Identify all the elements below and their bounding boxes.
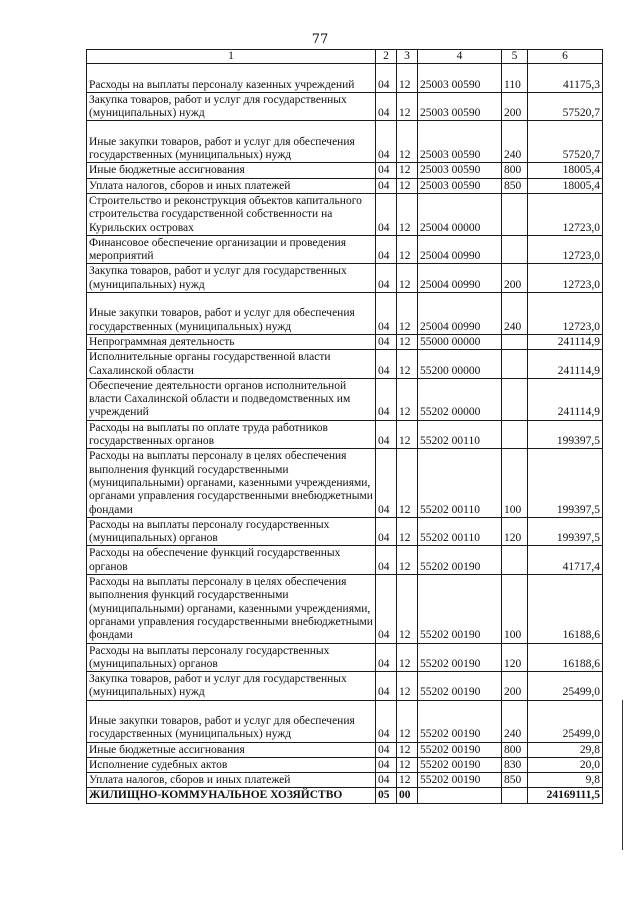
row-section: 04 [376, 64, 397, 93]
table-row [87, 293, 603, 335]
row-subsection: 12 [397, 742, 418, 757]
row-expense-type: 800 [502, 163, 528, 178]
table-body [87, 64, 603, 803]
row-target-article: 25003 00590 [418, 92, 502, 121]
table-row [87, 449, 603, 518]
row-section: 04 [376, 700, 397, 742]
row-subsection: 12 [397, 378, 418, 420]
row-amount: 12723,0 [528, 293, 603, 335]
row-expense-type: 830 [502, 757, 528, 772]
table-row [87, 773, 603, 788]
row-expense-type: 200 [502, 264, 528, 293]
row-name: Расходы на выплаты персоналу в целях обеспечения выполнения функций государственными (муниципальными) органами, казенными учреждениями, органами управления государственными внебюджетными фондами [87, 449, 376, 518]
row-name: Обеспечение деятельности органов исполнительной власти Сахалинской области и подведомственных им учреждений [87, 378, 376, 420]
header-row [87, 50, 603, 64]
table-row [87, 350, 603, 379]
row-amount: 16188,6 [528, 643, 603, 672]
row-target-article: 55202 00190 [418, 700, 502, 742]
row-amount: 12723,0 [528, 235, 603, 264]
row-section: 04 [376, 264, 397, 293]
table-row [87, 546, 603, 575]
row-expense-type: 850 [502, 773, 528, 788]
row-expense-type: 100 [502, 449, 528, 518]
row-section: 04 [376, 742, 397, 757]
header-col-amount: 6 [528, 50, 603, 64]
row-section: 04 [376, 350, 397, 379]
row-section: 04 [376, 449, 397, 518]
row-subsection: 12 [397, 449, 418, 518]
row-name: Закупка товаров, работ и услуг для государственных (муниципальных) нужд [87, 264, 376, 293]
row-target-article: 55202 00000 [418, 378, 502, 420]
row-section: 04 [376, 757, 397, 772]
row-expense-type [502, 420, 528, 449]
row-name: Финансовое обеспечение организации и проведения мероприятий [87, 235, 376, 264]
row-subsection: 12 [397, 293, 418, 335]
table-row [87, 235, 603, 264]
table-row [87, 672, 603, 701]
row-subsection: 12 [397, 517, 418, 546]
row-expense-type: 200 [502, 92, 528, 121]
table-row [87, 264, 603, 293]
row-subsection: 12 [397, 643, 418, 672]
row-section: 04 [376, 517, 397, 546]
row-name: Расходы на обеспечение функций государственных органов [87, 546, 376, 575]
row-expense-type [502, 235, 528, 264]
row-amount: 29,8 [528, 742, 603, 757]
header-col-section: 2 [376, 50, 397, 64]
table-row [87, 121, 603, 163]
row-expense-type: 850 [502, 178, 528, 193]
row-expense-type: 240 [502, 293, 528, 335]
row-expense-type [502, 193, 528, 235]
table-row [87, 193, 603, 235]
row-amount: 199397,5 [528, 420, 603, 449]
row-amount: 241114,9 [528, 350, 603, 379]
row-expense-type [502, 788, 528, 803]
row-subsection: 12 [397, 546, 418, 575]
row-amount: 25499,0 [528, 672, 603, 701]
page-number: 77 [311, 32, 329, 47]
row-target-article: 25003 00590 [418, 163, 502, 178]
row-name: Закупка товаров, работ и услуг для государственных (муниципальных) нужд [87, 92, 376, 121]
row-section: 05 [376, 788, 397, 803]
row-amount: 12723,0 [528, 264, 603, 293]
row-name: Строительство и реконструкция объектов капитального строительства государственной собственности на Курильских островах [87, 193, 376, 235]
table-row [87, 643, 603, 672]
row-name: Закупка товаров, работ и услуг для государственных (муниципальных) нужд [87, 672, 376, 701]
row-section: 04 [376, 92, 397, 121]
row-target-article: 55202 00190 [418, 742, 502, 757]
row-target-article: 25003 00590 [418, 178, 502, 193]
row-section: 04 [376, 163, 397, 178]
row-name: Иные бюджетные ассигнования [87, 163, 376, 178]
row-name: Расходы на выплаты персоналу в целях обеспечения выполнения функций государственными (муниципальными) органами, казенными учреждениями, органами управления государственными внебюджетными фондами [87, 575, 376, 644]
row-section: 04 [376, 334, 397, 349]
row-amount: 18005,4 [528, 163, 603, 178]
row-amount: 9,8 [528, 773, 603, 788]
row-target-article: 55202 00190 [418, 773, 502, 788]
row-target-article: 55000 00000 [418, 334, 502, 349]
row-target-article: 55202 00190 [418, 757, 502, 772]
row-subsection: 12 [397, 121, 418, 163]
row-subsection: 12 [397, 163, 418, 178]
table-row [87, 742, 603, 757]
row-expense-type: 240 [502, 700, 528, 742]
row-subsection: 12 [397, 700, 418, 742]
row-expense-type: 100 [502, 575, 528, 644]
row-name: Уплата налогов, сборов и иных платежей [87, 773, 376, 788]
row-amount: 20,0 [528, 757, 603, 772]
row-subsection: 12 [397, 235, 418, 264]
table-row [87, 178, 603, 193]
row-subsection: 12 [397, 757, 418, 772]
row-target-article: 55202 00110 [418, 420, 502, 449]
row-name: ЖИЛИЩНО-КОММУНАЛЬНОЕ ХОЗЯЙСТВО [87, 788, 376, 803]
row-expense-type: 240 [502, 121, 528, 163]
row-name: Исполнение судебных актов [87, 757, 376, 772]
row-target-article: 25004 00990 [418, 264, 502, 293]
row-subsection: 12 [397, 420, 418, 449]
row-section: 04 [376, 420, 397, 449]
row-expense-type: 120 [502, 517, 528, 546]
row-expense-type: 200 [502, 672, 528, 701]
row-name: Уплата налогов, сборов и иных платежей [87, 178, 376, 193]
row-target-article: 55202 00190 [418, 643, 502, 672]
header-col-expense-type: 5 [502, 50, 528, 64]
row-subsection: 12 [397, 575, 418, 644]
budget-table [86, 49, 603, 804]
row-target-article: 25003 00590 [418, 121, 502, 163]
row-section: 04 [376, 643, 397, 672]
row-subsection: 12 [397, 350, 418, 379]
table-row [87, 378, 603, 420]
row-subsection: 12 [397, 773, 418, 788]
row-name: Иные закупки товаров, работ и услуг для обеспечения государственных (муниципальных) нужд [87, 121, 376, 163]
table-row [87, 420, 603, 449]
row-target-article: 25004 00990 [418, 293, 502, 335]
row-subsection: 12 [397, 672, 418, 701]
row-name: Расходы на выплаты персоналу государственных (муниципальных) органов [87, 643, 376, 672]
row-amount: 24169111,5 [528, 788, 603, 803]
row-target-article: 55202 00110 [418, 517, 502, 546]
row-target-article [418, 788, 502, 803]
row-subsection: 00 [397, 788, 418, 803]
row-section: 04 [376, 575, 397, 644]
row-subsection: 12 [397, 193, 418, 235]
table-row [87, 92, 603, 121]
row-target-article: 25004 00000 [418, 193, 502, 235]
table-row [87, 517, 603, 546]
row-expense-type: 110 [502, 64, 528, 93]
row-amount: 57520,7 [528, 92, 603, 121]
row-name: Непрограммная деятельность [87, 334, 376, 349]
row-name: Расходы на выплаты персоналу казенных учреждений [87, 64, 376, 93]
header-col-name: 1 [87, 50, 376, 64]
row-subsection: 12 [397, 178, 418, 193]
row-section: 04 [376, 121, 397, 163]
row-expense-type [502, 334, 528, 349]
row-section: 04 [376, 546, 397, 575]
row-section: 04 [376, 193, 397, 235]
row-expense-type [502, 350, 528, 379]
row-target-article: 55202 00190 [418, 672, 502, 701]
row-amount: 57520,7 [528, 121, 603, 163]
row-amount: 25499,0 [528, 700, 603, 742]
row-expense-type [502, 546, 528, 575]
row-section: 04 [376, 773, 397, 788]
row-name: Исполнительные органы государственной власти Сахалинской области [87, 350, 376, 379]
row-target-article: 25003 00590 [418, 64, 502, 93]
row-amount: 16188,6 [528, 575, 603, 644]
table-row [87, 64, 603, 93]
row-target-article: 55202 00190 [418, 575, 502, 644]
row-amount: 241114,9 [528, 378, 603, 420]
table-row [87, 163, 603, 178]
row-section: 04 [376, 293, 397, 335]
row-subsection: 12 [397, 264, 418, 293]
row-subsection: 12 [397, 64, 418, 93]
row-subsection: 12 [397, 92, 418, 121]
table-row [87, 788, 603, 803]
row-amount: 241114,9 [528, 334, 603, 349]
row-name: Иные бюджетные ассигнования [87, 742, 376, 757]
table-row [87, 700, 603, 742]
row-name: Иные закупки товаров, работ и услуг для обеспечения государственных (муниципальных) нужд [87, 293, 376, 335]
table-row [87, 334, 603, 349]
header-col-target-article: 4 [418, 50, 502, 64]
row-target-article: 55202 00110 [418, 449, 502, 518]
row-target-article: 25004 00990 [418, 235, 502, 264]
scan-edge-mark [622, 700, 625, 850]
row-name: Иные закупки товаров, работ и услуг для обеспечения государственных (муниципальных) нужд [87, 700, 376, 742]
row-section: 04 [376, 235, 397, 264]
header-col-subsection: 3 [397, 50, 418, 64]
row-section: 04 [376, 378, 397, 420]
row-amount: 41175,3 [528, 64, 603, 93]
row-name: Расходы на выплаты по оплате труда работников государственных органов [87, 420, 376, 449]
row-target-article: 55200 00000 [418, 350, 502, 379]
row-name: Расходы на выплаты персоналу государственных (муниципальных) органов [87, 517, 376, 546]
table-row [87, 757, 603, 772]
row-amount: 199397,5 [528, 517, 603, 546]
row-amount: 18005,4 [528, 178, 603, 193]
table-header [87, 50, 603, 64]
table-row [87, 575, 603, 644]
row-expense-type [502, 378, 528, 420]
row-section: 04 [376, 178, 397, 193]
row-subsection: 12 [397, 334, 418, 349]
row-section: 04 [376, 672, 397, 701]
row-amount: 41717,4 [528, 546, 603, 575]
row-amount: 199397,5 [528, 449, 603, 518]
row-expense-type: 800 [502, 742, 528, 757]
row-amount: 12723,0 [528, 193, 603, 235]
row-expense-type: 120 [502, 643, 528, 672]
row-target-article: 55202 00190 [418, 546, 502, 575]
